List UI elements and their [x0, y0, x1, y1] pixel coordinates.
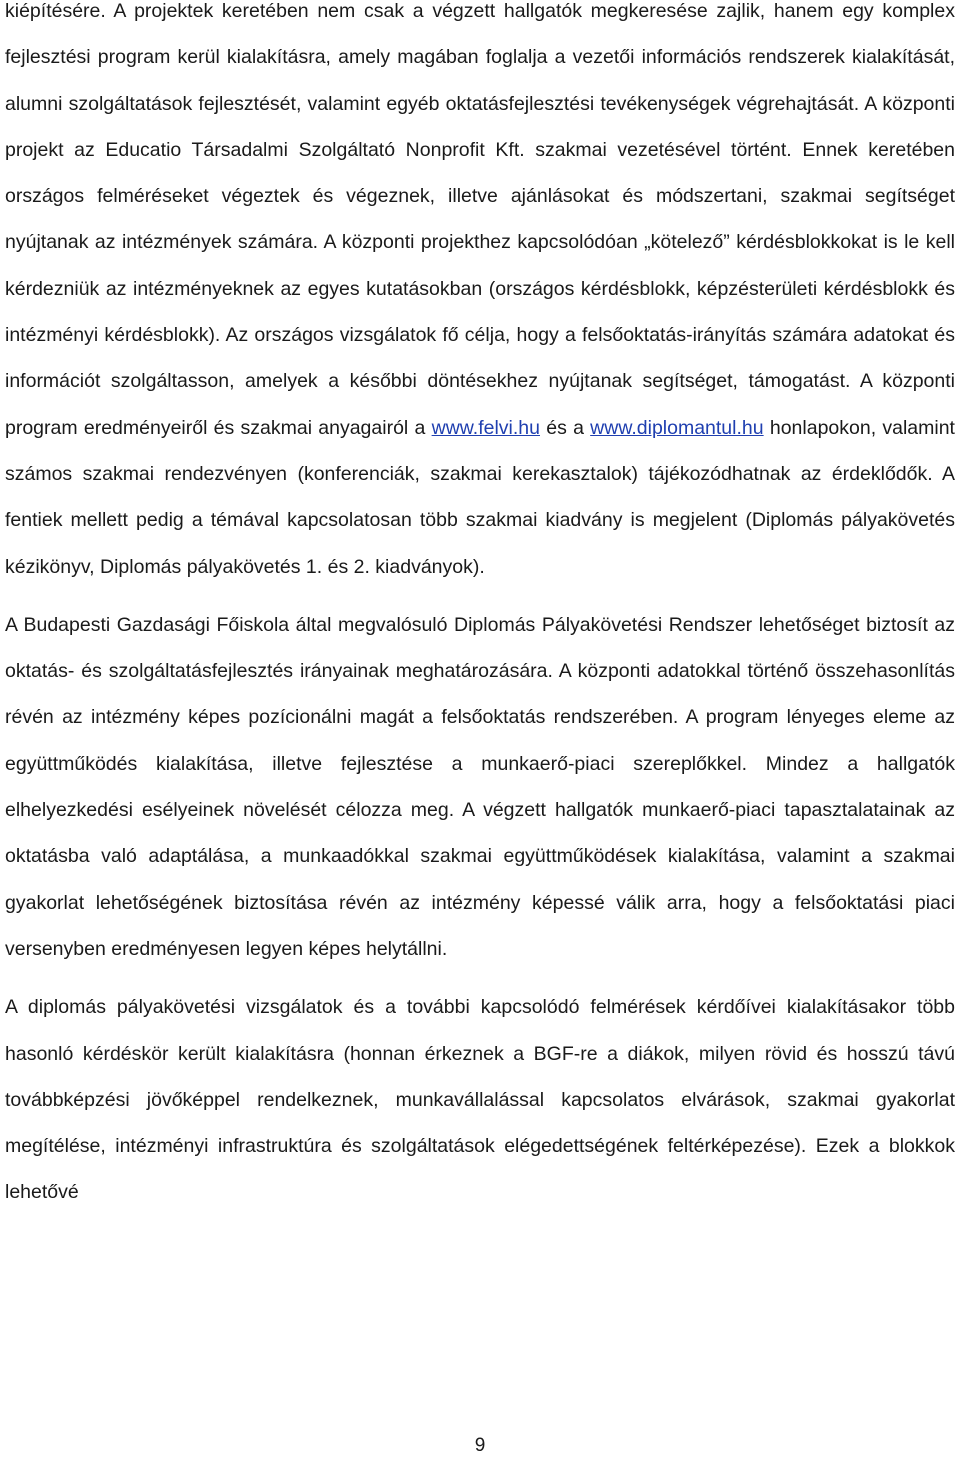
paragraph-project-overview	[5, 0, 955, 590]
paragraph-bgf-system: A Budapesti Gazdasági Főiskola által megvalósuló Diplomás Pályakövetési Rendszer lehetőséget biztosít az oktatás- és szolgáltatásfejlesztés irányainak meghatározására. A központi adatokkal történő összehasonlítás révén az intézmény képes pozícionálni magát a felsőoktatás rendszerében. A program lényeges eleme az együttműködés kialakítása, illetve fejlesztése a munkaerő-piaci szereplőkkel. Mindez a hallgatók elhelyezkedési esélyeinek növelését célozza meg. A végzett hallgatók munkaerő-piaci tapasztalatainak az oktatásba való adaptálása, a munkaadókkal szakmai együttműködések kialakítása, valamint a szakmai gyakorlat lehetőségének biztosítása révén az intézmény képessé válik arra, hogy a felsőoktatási piaci versenyben eredményesen legyen képes helytállni.	[5, 613, 955, 960]
paragraph-1-text-c: honlapokon, valamint számos szakmai rendezvényen (konferenciák, szakmai kerekasztalok) tájékozódhatnak az érdeklődők. A fentiek mellett pedig a témával kapcsolatosan több szakmai kiadvány is megjelent (Diplomás pályakövetés kézikönyv, Diplomás pályakövetés 1. és 2. kiadványok).	[5, 416, 955, 578]
document-page	[5, 0, 955, 1216]
paragraph-1-text-a: kiépítésére. A projektek keretében nem csak a végzett hallgatók megkeresése zajlik, hanem egy komplex fejlesztési program kerül kialakításra, amely magában foglalja a vezetői információs rendszerek kialakítását, alumni szolgáltatások fejlesztését, valamint egyéb oktatásfejlesztési tevékenységek végrehajtását. A központi projekt az Educatio Társadalmi Szolgáltató Nonprofit Kft. szakmai vezetésével történt. Ennek keretében országos felméréseket végeztek és végeznek, illetve ajánlásokat és módszertani, szakmai segítséget nyújtanak az intézmények számára. A központi projekthez kapcsolódóan „kötelező” kérdésblokkokat is le kell kérdezniük az intézményeknek az egyes kutatásokban (országos kérdésblokk, képzésterületi kérdésblokk és intézményi kérdésblokk). Az országos vizsgálatok fő célja, hogy a felsőoktatás-irányítás számára adatokat és információt szolgáltasson, amelyek a későbbi döntésekhez nyújtanak segítséget, támogatást. A központi program eredményeiről és szakmai anyagairól a	[5, 0, 955, 439]
diplomantul-link[interactable]: www.diplomantul.hu	[590, 416, 764, 439]
paragraph-1-text-b: és a	[539, 416, 591, 439]
paragraph-questionnaires: A diplomás pályakövetési vizsgálatok és a további kapcsolódó felmérések kérdőívei kialakításakor több hasonló kérdéskör került kialakításra (honnan érkeznek a BGF-re a diákok, milyen rövid és hosszú távú továbbképzési jövőképpel rendelkeznek, munkavállalással kapcsolatos elvárások, szakmai gyakorlat megítélése, intézményi infrastruktúra és szolgáltatások elégedettségének feltérképezése). Ezek a blokkok lehetővé	[5, 996, 955, 1204]
felvi-link[interactable]: www.felvi.hu	[431, 416, 540, 439]
page-number: 9	[474, 1435, 486, 1456]
